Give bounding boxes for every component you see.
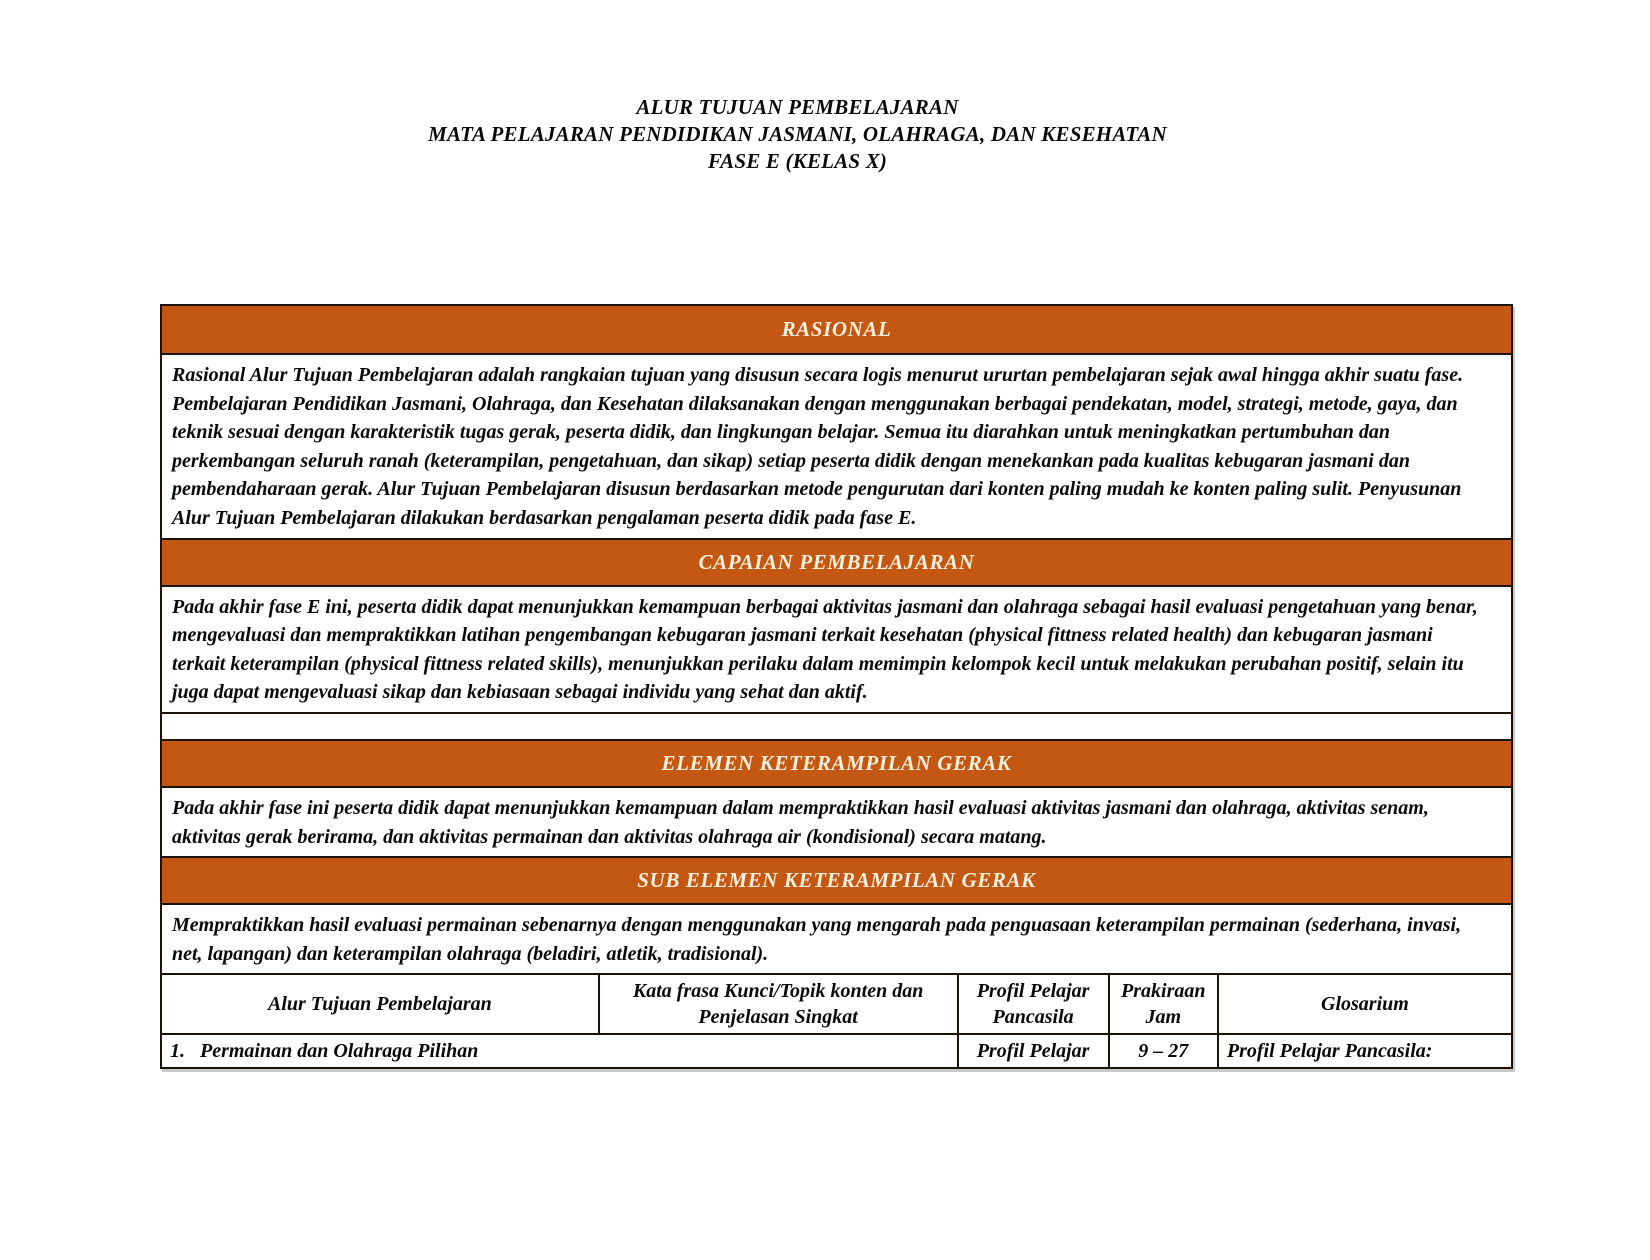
header-cell-glosarium: Glosarium [1217, 975, 1511, 1033]
section-body-sub-elemen-keterampilan-gerak: Mempraktikkan hasil evaluasi permainan sebenarnya dengan menggunakan yang mengarah pada penguasaan keterampilan permainan (sederhana, invasi, net, lapangan) dan keterampilan olahraga (beladiri, atletik, tradisional). [162, 903, 1511, 973]
atp-table-row-1 [162, 1033, 1511, 1067]
section-header-capaian-pembelajaran: CAPAIAN PEMBELAJARAN [162, 538, 1511, 585]
header-cell-alur-tujuan-pembelajaran: Alur Tujuan Pembelajaran [267, 993, 492, 1016]
section-header-rasional: RASIONAL [162, 306, 1511, 353]
header-cell-profil-pelajar-pancasila: Profil Pelajar Pancasila [957, 975, 1108, 1033]
section-header-elemen-keterampilan-gerak: ELEMEN KETERAMPILAN GERAK [162, 739, 1511, 786]
header-cell-prakiraan-jam: Prakiraan Jam [1108, 975, 1217, 1033]
section-body-capaian-pembelajaran: Pada akhir fase E ini, peserta didik dapat menunjukkan kemampuan berbagai aktivitas jasmani dan olahraga sebagai hasil evaluasi pengetahuan yang benar, mengevaluasi dan mempraktikkan latihan pengembangan kebugaran jasmani terkait kesehatan (physical fittness related health) dan kebugaran jasmani terkait keterampilan (physical fittness related skills), menunjukkan perilaku dalam memimpin kelompok kecil untuk melakukan perubahan positif, selain itu juga dapat mengevaluasi sikap dan kebiasaan sebagai individu yang sehat dan aktif. [162, 585, 1511, 712]
row1-cell-glosarium: Profil Pelajar Pancasila: [1217, 1035, 1511, 1067]
row1-cell-prakiraan-jam: 9 – 27 [1108, 1035, 1217, 1067]
section-header-sub-elemen-keterampilan-gerak: SUB ELEMEN KETERAMPILAN GERAK [162, 856, 1511, 903]
empty-row [162, 712, 1511, 739]
header-cell-kata-frasa-kunci: Kata frasa Kunci/Topik konten dan Penjelasan Singkat [598, 975, 957, 1033]
document-title [160, 94, 1435, 175]
document-title-line-1: ALUR TUJUAN PEMBELAJARAN [636, 95, 959, 119]
document-title-line-2: MATA PELAJARAN PENDIDIKAN JASMANI, OLAHRAGA, DAN KESEHATAN [428, 122, 1167, 146]
atp-table-header-row [162, 973, 1511, 1033]
section-body-elemen-keterampilan-gerak: Pada akhir fase ini peserta didik dapat menunjukkan kemampuan dalam mempraktikkan hasil evaluasi aktivitas jasmani dan olahraga, aktivitas senam, aktivitas gerak berirama, dan aktivitas permainan dan aktivitas olahraga air (kondisional) secara matang. [162, 786, 1511, 856]
row1-cell-alur-tujuan-pembelajaran: 1. Permainan dan Olahraga Pilihan [170, 1040, 479, 1063]
row1-cell-profil-pelajar: Profil Pelajar [957, 1035, 1108, 1067]
document-title-line-3: FASE E (KELAS X) [707, 149, 888, 173]
atp-document-table [160, 304, 1513, 1069]
section-body-rasional: Rasional Alur Tujuan Pembelajaran adalah rangkaian tujuan yang disusun secara logis menurut ururtan pembelajaran sejak awal hingga akhir suatu fase. Pembelajaran Pendidikan Jasmani, Olahraga, dan Kesehatan dilaksanakan dengan menggunakan berbagai pendekatan, model, strategi, metode, gaya, dan teknik sesuai dengan karakteristik tugas gerak, peserta didik, dan lingkungan belajar. Semua itu diarahkan untuk meningkatkan pertumbuhan dan perkembangan seluruh ranah (keterampilan, pengetahuan, dan sikap) setiap peserta didik dengan menekankan pada kualitas kebugaran jasmani dan pembendaharaan gerak. Alur Tujuan Pembelajaran disusun berdasarkan metode pengurutan dari konten paling mudah ke konten paling sulit. Penyusunan Alur Tujuan Pembelajaran dilakukan berdasarkan pengalaman peserta didik pada fase E. [162, 353, 1511, 538]
